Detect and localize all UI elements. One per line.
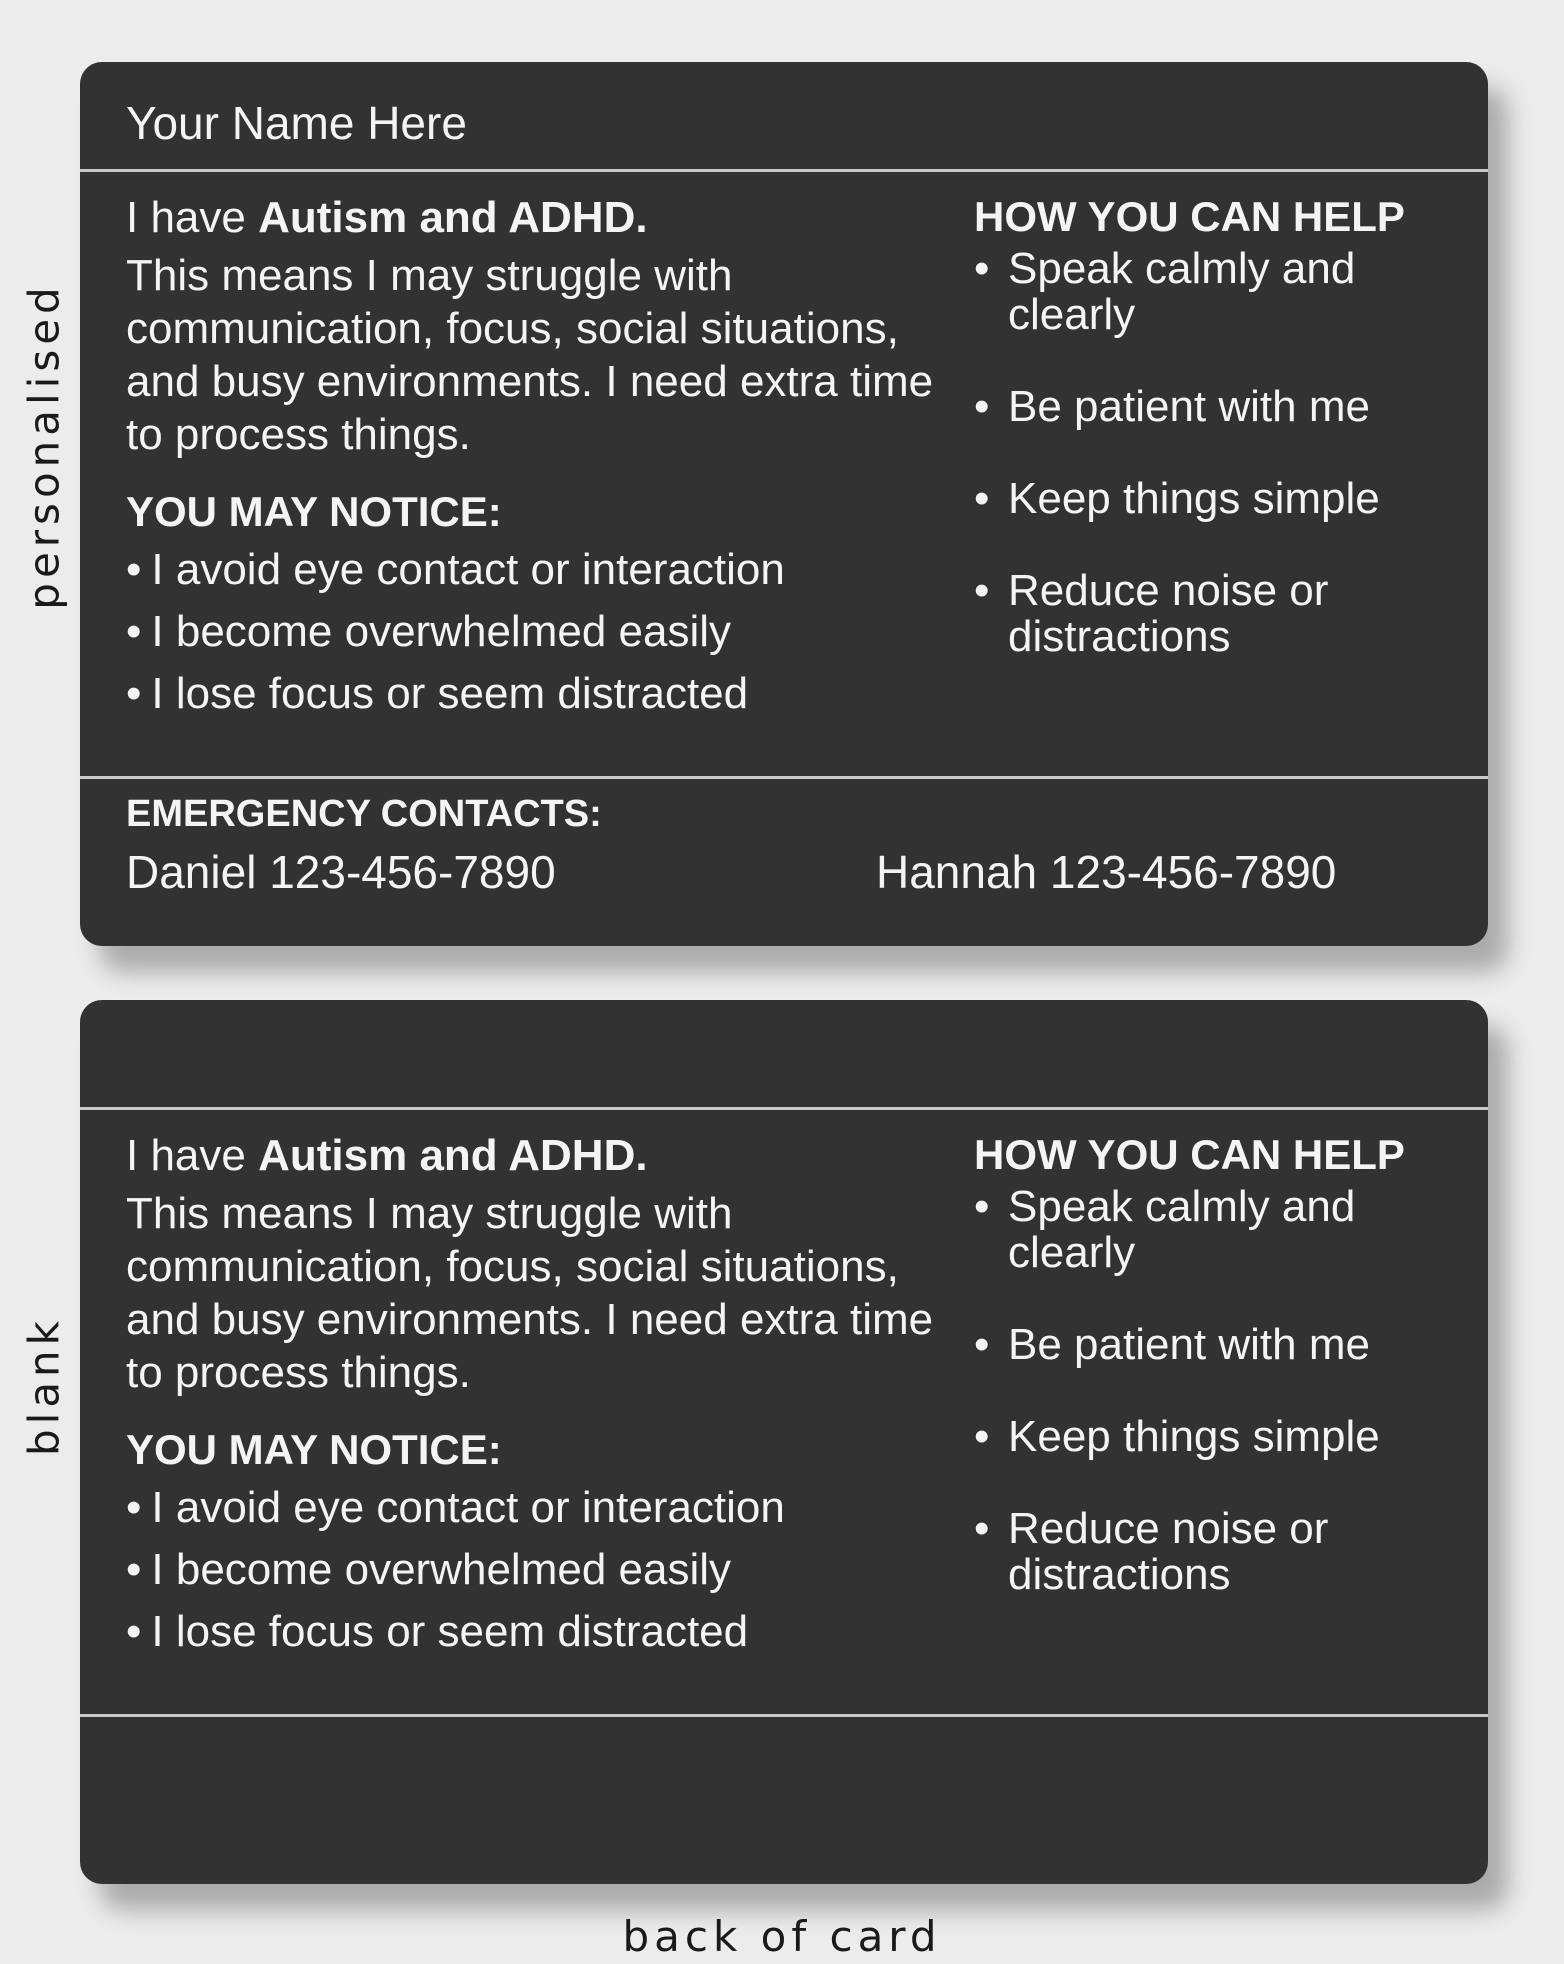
condition-name: Autism and ADHD. xyxy=(258,1131,648,1180)
blank-label: blank xyxy=(19,1315,69,1457)
help-item: • Speak calmly and clearly xyxy=(974,246,1474,338)
footer-caption: back of card xyxy=(622,1912,942,1961)
intro-prefix: I have xyxy=(126,1131,259,1180)
notice-item: • I avoid eye contact or interaction xyxy=(126,1477,976,1539)
help-item: • Keep things simple xyxy=(974,476,1474,522)
info-column xyxy=(126,1130,976,1663)
notice-heading: YOU MAY NOTICE: xyxy=(126,1425,502,1473)
help-item: • Reduce noise or distractions xyxy=(974,568,1474,660)
blank-contacts-section xyxy=(80,1714,1488,1884)
help-item: • Be patient with me xyxy=(974,1322,1474,1368)
emergency-contacts-heading: EMERGENCY CONTACTS: xyxy=(126,793,602,835)
help-list xyxy=(974,1184,1474,1598)
blank-card xyxy=(80,1000,1488,1884)
help-column xyxy=(974,192,1474,706)
help-list xyxy=(974,246,1474,660)
notice-list xyxy=(126,539,976,725)
notice-list xyxy=(126,1477,976,1663)
condition-statement xyxy=(126,192,976,245)
help-item: • Be patient with me xyxy=(974,384,1474,430)
notice-item: • I avoid eye contact or interaction xyxy=(126,539,976,601)
intro-prefix: I have xyxy=(126,193,259,242)
info-column xyxy=(126,192,976,725)
condition-description: This means I may struggle with communication, focus, social situations, and busy environments. I need extra time to process things. xyxy=(126,250,934,459)
help-item: • Reduce noise or distractions xyxy=(974,1506,1474,1598)
notice-item: • I lose focus or seem distracted xyxy=(126,663,976,725)
card-header xyxy=(80,1000,1488,1110)
emergency-contacts-section xyxy=(80,776,1488,946)
card-header xyxy=(80,62,1488,172)
personalised-card xyxy=(80,62,1488,946)
condition-statement xyxy=(126,1130,976,1183)
personalised-label: personalised xyxy=(19,282,69,610)
help-item: • Speak calmly and clearly xyxy=(974,1184,1474,1276)
notice-item: • I become overwhelmed easily xyxy=(126,601,976,663)
notice-item: • I become overwhelmed easily xyxy=(126,1539,976,1601)
help-column xyxy=(974,1130,1474,1644)
emergency-contact-2: Hannah 123-456-7890 xyxy=(876,846,1337,898)
cardholder-name: Your Name Here xyxy=(126,97,467,149)
notice-item: • I lose focus or seem distracted xyxy=(126,1601,976,1663)
help-item: • Keep things simple xyxy=(974,1414,1474,1460)
condition-description: This means I may struggle with communication, focus, social situations, and busy environments. I need extra time to process things. xyxy=(126,1188,934,1397)
emergency-contact-1: Daniel 123-456-7890 xyxy=(126,846,556,898)
help-heading: HOW YOU CAN HELP xyxy=(974,193,1405,240)
notice-heading: YOU MAY NOTICE: xyxy=(126,487,502,535)
condition-name: Autism and ADHD. xyxy=(258,193,648,242)
help-heading: HOW YOU CAN HELP xyxy=(974,1131,1405,1178)
